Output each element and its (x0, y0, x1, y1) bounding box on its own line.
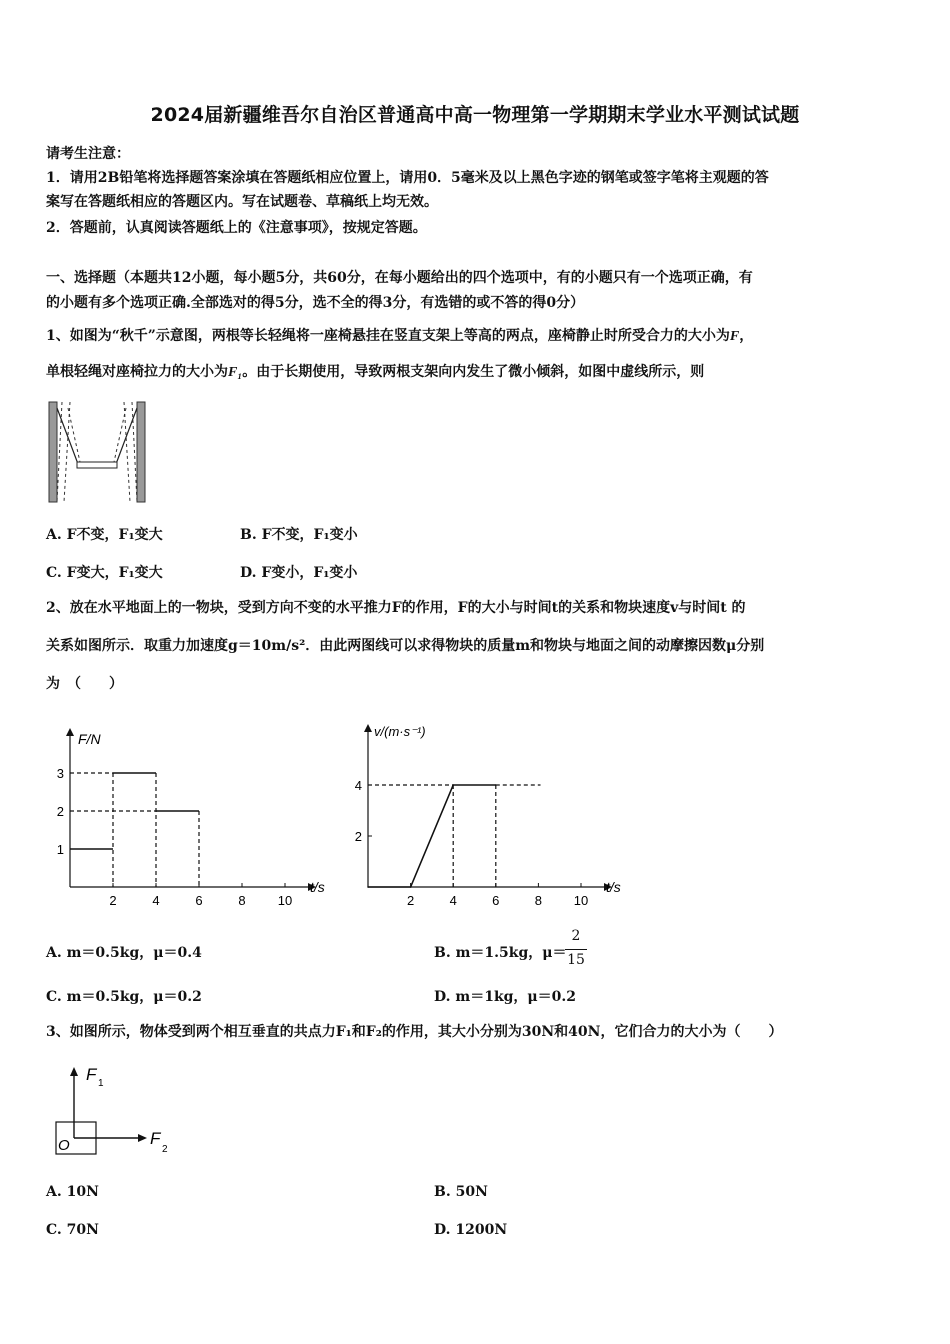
q1-line1-text: 1、如图为“秋千”示意图，两根等长轻绳将一座椅悬挂在竖直支架上等高的两点，座椅静止时所受合力的大小为 (46, 328, 730, 344)
q2-option-b-prefix: B. m＝1.5kg，μ＝ (434, 945, 567, 961)
x-tick-label: 8 (238, 893, 246, 908)
velocity-point-4 (495, 784, 497, 786)
x-tick-label: 6 (492, 893, 500, 908)
force-diagram (46, 1062, 186, 1162)
velocity-time-chart (342, 716, 642, 912)
q1-option-b[interactable]: B. F不变，F₁变小 (240, 527, 358, 543)
q1-line2-text-a: 单根轻绳对座椅拉力的大小为 (46, 364, 228, 380)
y-axis-label: v/(m·s⁻¹) (374, 724, 426, 739)
q2-option-b-denominator: 15 (567, 952, 585, 968)
velocity-line (368, 785, 496, 887)
f2-label: F (150, 1129, 161, 1148)
left-support (49, 402, 57, 502)
velocity-point-2 (410, 886, 412, 888)
q1-line2-text-b: 。由于长期使用，导致两根支架向内发生了微小倾斜，如图中虚线所示，则 (242, 364, 705, 380)
notice-heading: 请考生注意： (46, 146, 130, 162)
q3-option-a[interactable]: A. 10N (46, 1184, 99, 1200)
x-tick-label: 10 (277, 893, 293, 908)
tilted-right-support-edge (124, 402, 130, 502)
x-tick-label: 8 (534, 893, 543, 908)
x-tick-label: 4 (449, 893, 457, 908)
q2-option-b-numerator: 2 (571, 928, 581, 944)
f2-subscript: 2 (162, 1144, 168, 1155)
page-title: 2024届新疆维吾尔自治区普通高中高一物理第一学期期末学业水平测试试题 (150, 104, 800, 126)
f1-subscript: 1 (98, 1078, 104, 1089)
q1-var-F: F (729, 329, 740, 344)
left-rope (57, 408, 78, 464)
x-tick-label: 4 (152, 893, 160, 908)
q3-option-c[interactable]: C. 70N (46, 1222, 99, 1238)
notice-item1-line1: 1．请用2B铅笔将选择题答案涂填在答题纸相应位置上，请用0．5毫米及以上黑色字迹的钢笔或签字笔将主观题的答 (46, 170, 769, 186)
notice-item1-line2: 案写在答题纸相应的答题区内。写在试题卷、草稿纸上均无效。 (46, 194, 438, 210)
swing-figure (44, 398, 154, 508)
y-tick-label: 3 (56, 766, 64, 781)
y-axis-arrow (66, 728, 74, 736)
origin-label: O (58, 1137, 70, 1154)
f1-label: F (86, 1065, 97, 1084)
x-tick-label: 6 (195, 893, 203, 908)
q2-option-a[interactable]: A. m＝0.5kg，μ＝0.4 (46, 945, 202, 961)
q1-line1 (46, 326, 753, 347)
q2-option-d[interactable]: D. m＝1kg，μ＝0.2 (434, 989, 577, 1005)
force-time-chart (46, 722, 346, 912)
fraction-bar (565, 949, 587, 950)
section-heading-line2: 的小题有多个选项正确.全部选对的得5分，选不全的得3分，有选错的或不答的得0分） (46, 295, 585, 311)
y-tick-label: 1 (56, 842, 64, 857)
f2-arrowhead (138, 1134, 147, 1142)
y-tick-label: 4 (354, 778, 362, 793)
x-tick-label: 2 (406, 893, 415, 908)
notice-item2: 2．答题前，认真阅读答题纸上的《注意事项》，按规定答题。 (46, 220, 427, 236)
x-tick-label: 10 (573, 893, 589, 908)
q1-line2 (46, 362, 704, 383)
seat (77, 462, 117, 468)
velocity-point-1 (367, 886, 369, 888)
f1-arrowhead (70, 1067, 78, 1076)
y-axis-label: F/N (78, 731, 101, 747)
q1-var-F1: F₁ (228, 365, 243, 380)
q3-option-b[interactable]: B. 50N (434, 1184, 488, 1200)
q2-option-c[interactable]: C. m＝0.5kg，μ＝0.2 (46, 989, 202, 1005)
x-axis-label: t/s (606, 879, 621, 895)
y-axis-arrow (364, 724, 372, 732)
section-heading-line1: 一、选择题（本题共12小题，每小题5分，共60分，在每小题给出的四个选项中，有的小题只有一个选项正确，有 (46, 270, 753, 286)
q2-line2: 关系如图所示．取重力加速度g＝10m/s²．由此两图线可以求得物块的质量m和物块与地面之间的动摩擦因数μ分别 (46, 638, 765, 654)
right-support (137, 402, 145, 502)
q1-comma: ， (739, 328, 754, 344)
q1-option-a[interactable]: A. F不变，F₁变大 (46, 527, 163, 543)
q2-line1: 2、放在水平地面上的一物块，受到方向不变的水平推力F的作用，F的大小与时间t的关系和物块速度v与时间t 的 (46, 600, 746, 616)
q3-option-d[interactable]: D. 1200N (434, 1222, 508, 1238)
velocity-point-3 (452, 784, 454, 786)
y-tick-label: 2 (56, 804, 64, 819)
q1-option-d[interactable]: D. F变小，F₁变小 (240, 565, 358, 581)
x-tick-label: 2 (109, 893, 117, 908)
tilted-left-support (57, 402, 62, 502)
x-axis-label: t/s (310, 879, 325, 895)
y-tick-label: 2 (354, 829, 362, 844)
q3-line1: 3、如图所示，物体受到两个相互垂直的共点力F₁和F₂的作用，其大小分别为30N和40N，它们合力的大小为（ ） (46, 1024, 783, 1040)
q1-option-c[interactable]: C. F变大，F₁变大 (46, 565, 163, 581)
tilted-left-support-edge (64, 402, 70, 502)
tilted-right-support (132, 402, 137, 502)
q2-line3: 为 （ ） (46, 676, 123, 692)
right-rope (116, 408, 137, 464)
